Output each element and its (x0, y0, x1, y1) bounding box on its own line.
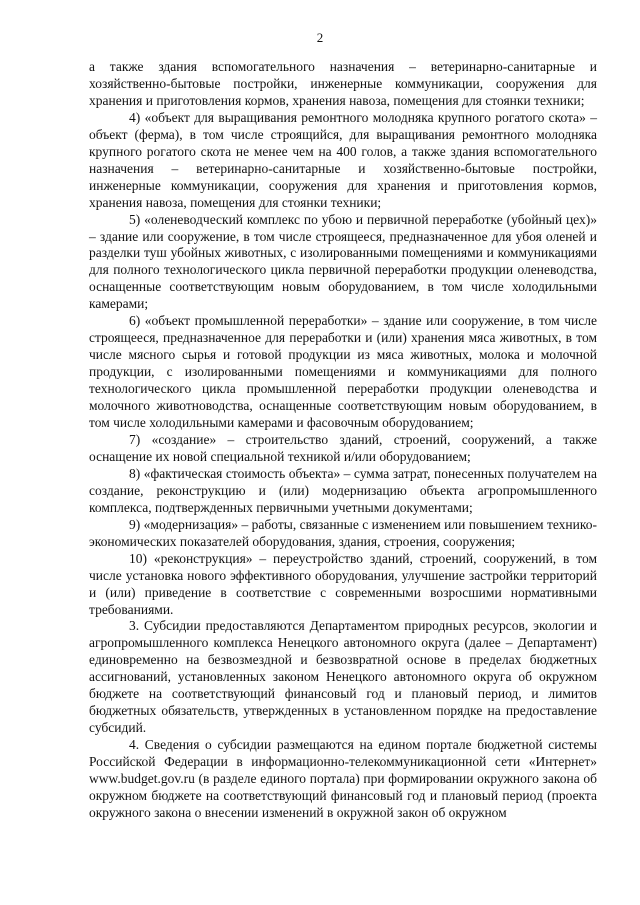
page-number: 2 (316, 30, 324, 45)
paragraph-item-5: 5) «оленеводческий комплекс по убою и первичной переработке (убойный цех)» – здание или сооружение, в том числе строящееся, предназначенное для убоя оленей и разделки туш убойных животных, с изолированными помещениями и коммуникациями для полного технологического цикла первичной переработки продукции оленеводства, оснащенные соответствующим новым оборудованием, в том числе холодильными камерами; (89, 211, 597, 312)
paragraph-section-3: 3. Субсидии предоставляются Департаментом природных ресурсов, экологии и агропромышленного комплекса Ненецкого автономного округа (далее – Департамент) единовременно на безвозмездной и безвозвратной основе в пределах бюджетных ассигнований, установленных законом Ненецкого автономного округа об окружном бюджете на соответствующий финансовый год и плановый период, и лимитов бюджетных обязательств, утвержденных в установленном порядке на предоставление субсидий. (89, 618, 597, 736)
paragraph-item-6: 6) «объект промышленной переработки» – здание или сооружение, в том числе строящееся, предназначенное для переработки и (или) хранения мяса животных, в том числе мясного сырья и готовой продукции из мяса животных, молока и молочной продукции, с изолированными помещениями и коммуникациями для полного технологического цикла промышленной переработки продукции оленеводства и молочного животноводства, оснащенные соответствующим новым оборудованием, в том числе холодильными камерами и фасовочным оборудованием; (89, 313, 597, 431)
paragraph-item-10: 10) «реконструкция» – переустройство зданий, строений, сооружений, в том числе установка нового эффективного оборудования, улучшение застройки территорий и (или) приведение в соответствие с современными возросшими нормативными требованиями. (89, 550, 597, 617)
paragraph-item-9: 9) «модернизация» – работы, связанные с изменением или повышением технико-экономических показателей оборудования, здания, строения, сооружения; (89, 516, 597, 549)
paragraph-continuation: а также здания вспомогательного назначения – ветеринарно-санитарные и хозяйственно-бытовые постройки, инженерные коммуникации, сооружения для хранения и приготовления кормов, хранения навоза, помещения для стоянки техники; (89, 59, 597, 108)
paragraph-item-7: 7) «создание» – строительство зданий, строений, сооружений, а также оснащение их новой специальной техникой и/или оборудованием; (89, 431, 597, 464)
document-body (89, 59, 597, 822)
paragraph-item-8: 8) «фактическая стоимость объекта» – сумма затрат, понесенных получателем на создание, реконструкцию и (или) модернизацию объекта агропромышленного комплекса, подтвержденных первичными учетными документами; (89, 465, 597, 515)
paragraph-item-4: 4) «объект для выращивания ремонтного молодняка крупного рогатого скота» – объект (ферма), в том числе строящийся, для выращивания ремонтного молодняка крупного рогатого скота не менее чем на 400 голов, а также здания вспомогательного назначения – ветеринарно-санитарные и хозяйственно-бытовые постройки, инженерные коммуникации, сооружения для хранения и приготовления кормов, хранения навоза, помещения для стоянки техники; (89, 109, 597, 210)
paragraph-section-4: 4. Сведения о субсидии размещаются на едином портале бюджетной системы Российской Федерации в информационно-телекоммуникационной сети «Интернет» www.budget.gov.ru (в разделе единого портала) при формировании окружного закона об окружном бюджете на соответствующий финансовый год и плановый период (проекта окружного закона о внесении изменений в окружной закон об окружном (89, 737, 597, 820)
